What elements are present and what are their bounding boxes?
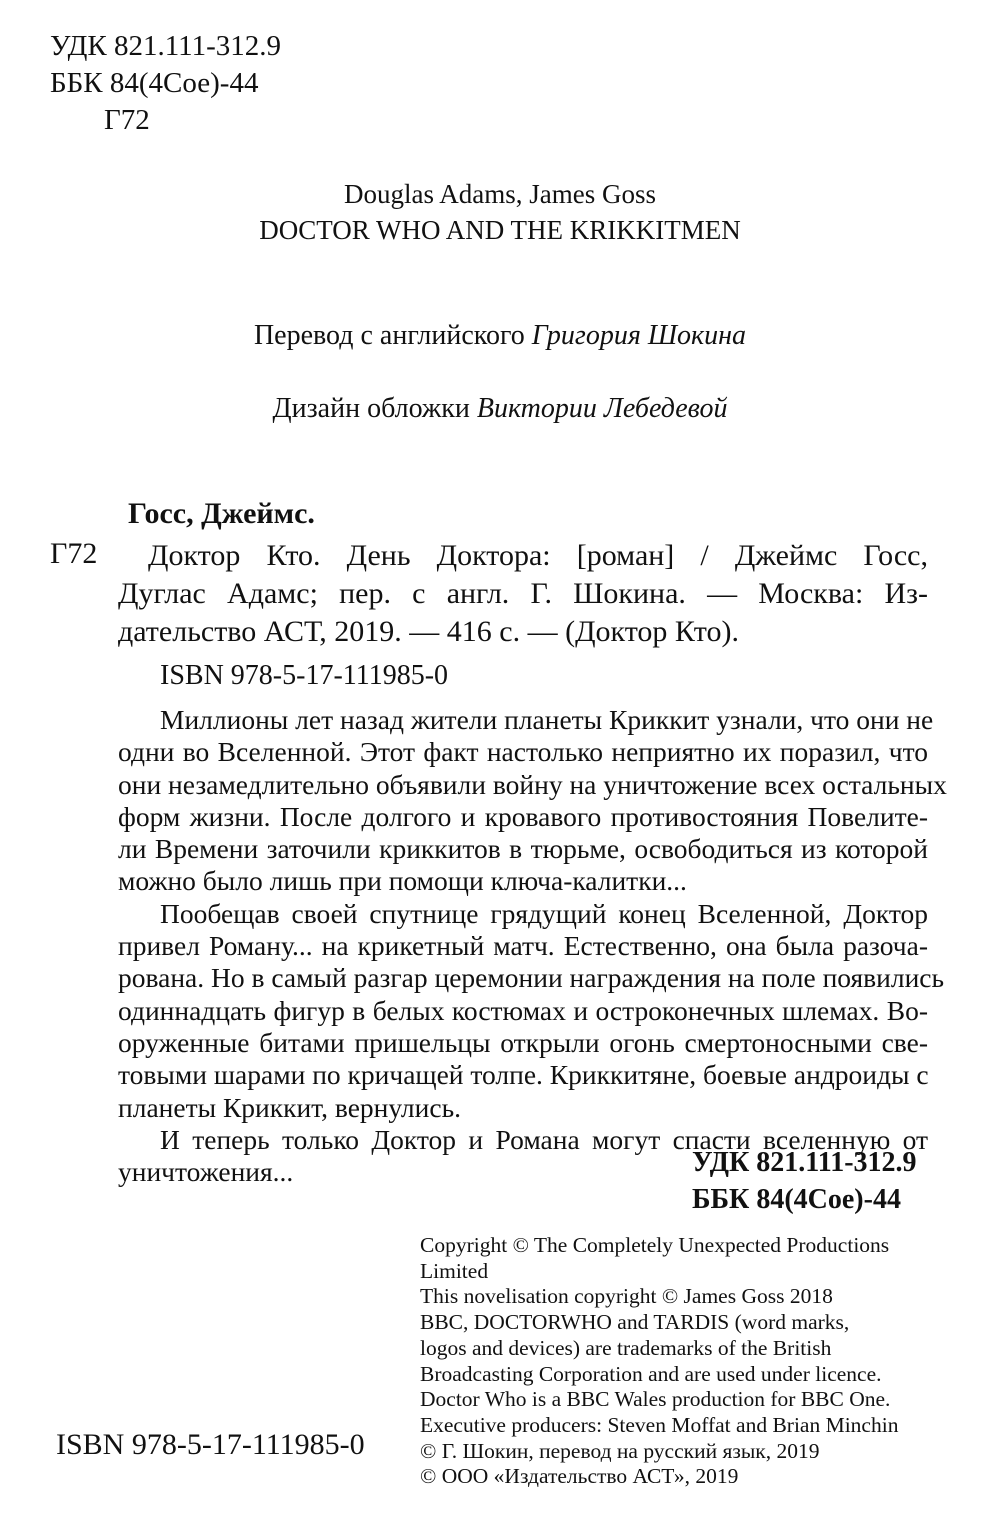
bibliography-entry <box>118 537 928 651</box>
copyright-line: © ООО «Издательство АСТ», 2019 <box>420 1464 739 1489</box>
classification-codes-bold <box>692 1144 917 1218</box>
udk-code: УДК 821.111-312.9 <box>50 30 281 62</box>
classification-codes-header <box>50 28 281 139</box>
annotation-line: привел Роману... на крикетный матч. Естественно, она была разоча- <box>118 930 928 962</box>
copyright-line: © Г. Шокин, перевод на русский язык, 2019 <box>420 1438 820 1463</box>
bibliography-line: дательство АСТ, 2019. — 416 с. — (Доктор Кто). <box>118 615 740 648</box>
bbk-code-bold: ББК 84(4Сое)-44 <box>692 1184 901 1215</box>
annotation-line: одни во Вселенной. Этот факт настолько неприятно их поразил, что <box>118 736 928 768</box>
annotation-line: они незамедлительно объявили войну на уничтожение всех остальных <box>118 768 947 800</box>
copyright-line: BBC, DOCTORWHO and TARDIS (word marks, <box>420 1310 850 1335</box>
translation-label: Перевод с английского <box>253 320 525 351</box>
bibliography-author: Госс, Джеймс. <box>128 497 315 530</box>
udk-code-bold: УДК 821.111-312.9 <box>692 1147 917 1178</box>
annotation-line: ли Времени заточили криккитов в тюрьме, освободиться из которой <box>118 833 928 865</box>
annotation-line: Пообещав своей спутнице грядущий конец Вселенной, Доктор <box>160 897 928 929</box>
original-title: DOCTOR WHO AND THE KRIKKITMEN <box>259 215 741 245</box>
annotation-line: планеты Криккит, вернулись. <box>118 1091 461 1123</box>
annotation <box>118 704 947 1188</box>
annotation-line: форм жизни. После долгого и кровавого противостояния Повелите- <box>118 800 928 832</box>
bbk-code: ББК 84(4Сое)-44 <box>50 67 259 99</box>
copyright-block <box>420 1233 898 1490</box>
bibliography-line: Доктор Кто. День Доктора: [роман] / Джеймс Госс, <box>148 539 928 572</box>
copyright-line: logos and devices) are trademarks of the British <box>420 1335 832 1360</box>
annotation-line: уничтожения... <box>118 1156 294 1188</box>
annotation-line: рована. Но в самый разгар церемонии награждения на поле появились <box>118 962 945 994</box>
design-label: Дизайн обложки <box>272 393 470 424</box>
annotation-line: одиннадцать фигур в белых костюмах и остроконечных шлемах. Во- <box>118 994 928 1026</box>
designer-name: Виктории Лебедевой <box>476 393 728 424</box>
annotation-line: И теперь только Доктор и Романа могут спасти вселенную от <box>160 1123 928 1155</box>
bibliography-isbn: ISBN 978-5-17-111985-0 <box>160 660 449 691</box>
copyright-line: This novelisation copyright © James Goss 2018 <box>420 1284 833 1309</box>
translator-name: Григория Шокина <box>531 320 747 351</box>
footer-isbn: ISBN 978-5-17-111985-0 <box>56 1428 365 1461</box>
copyright-line: Executive producers: Steven Moffat and Brian Minchin <box>420 1412 899 1437</box>
annotation-line: товыми шарами по кричащей толпе. Криккитяне, боевые андроиды с <box>118 1059 929 1091</box>
bibliography-line: Дуглас Адамс; пер. с англ. Г. Шокина. — Москва: Из- <box>118 577 928 610</box>
copyright-line: Broadcasting Corporation and are used under licence. <box>420 1361 882 1386</box>
copyright-line: Copyright © The Completely Unexpected Productions <box>420 1233 890 1257</box>
copyright-line: Doctor Who is a BBC Wales production for BBC One. <box>420 1387 891 1412</box>
translation-credit <box>0 320 1000 352</box>
annotation-line: оруженные битами пришельцы открыли огонь смертоносными све- <box>118 1026 928 1058</box>
annotation-line: Миллионы лет назад жители планеты Криккит узнали, что они не <box>160 704 934 735</box>
copyright-line: Limited <box>420 1258 489 1283</box>
annotation-line: можно было лишь при помощи ключа-калитки... <box>118 865 687 897</box>
author-mark: Г72 <box>104 104 150 136</box>
original-edition <box>0 176 1000 248</box>
bibliography-code: Г72 <box>50 537 98 570</box>
design-credit <box>0 393 1000 425</box>
original-authors: Douglas Adams, James Goss <box>344 179 656 209</box>
